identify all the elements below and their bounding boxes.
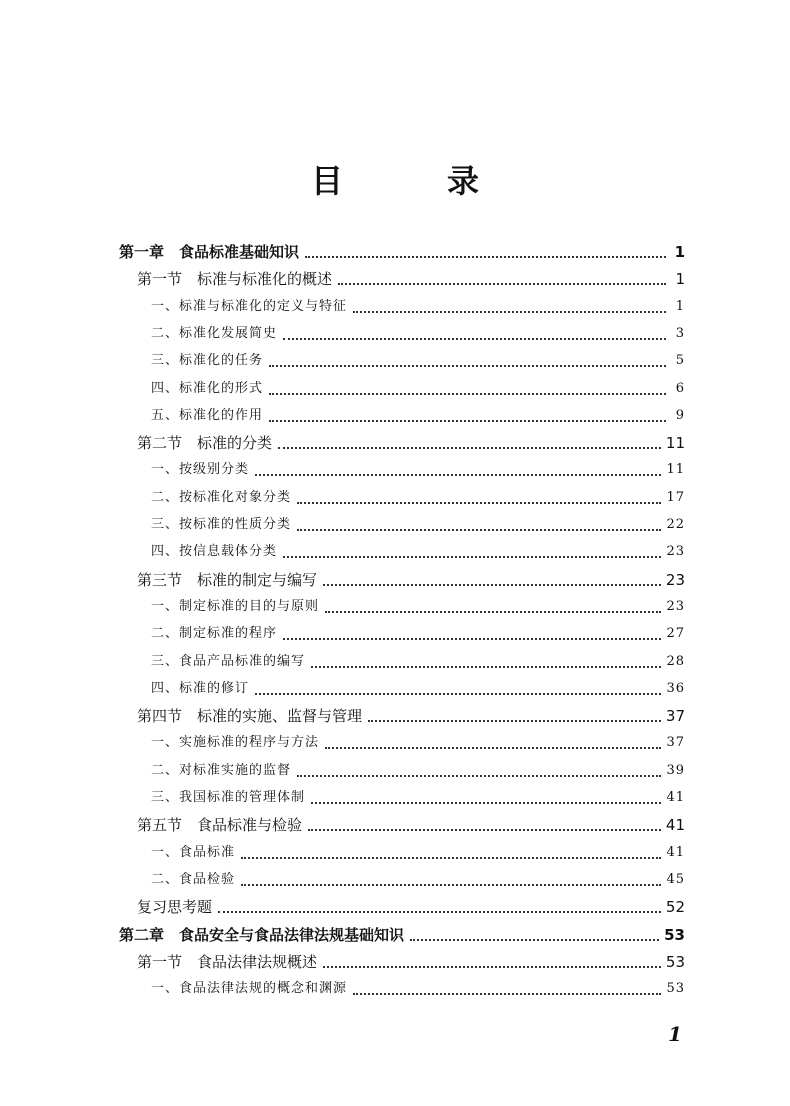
toc-entry-sub[interactable] [151,451,685,479]
toc-entry-page: 5 [675,353,685,369]
toc-entry-review[interactable] [137,888,685,916]
toc-entry-label: 一、食品标准 [151,844,236,860]
toc-entry-label: 三、食品产品标准的编写 [151,653,306,669]
toc-entry-sub[interactable] [151,533,685,561]
toc-entry-label: 二、食品检验 [151,871,236,887]
dot-leader [325,609,661,613]
toc-entry-page: 23 [666,598,685,614]
toc-entry-page: 17 [666,489,685,505]
dot-leader [241,855,661,859]
toc-entry-sub[interactable] [151,834,685,862]
dot-leader [338,281,666,285]
toc-entry-page: 53 [664,925,685,944]
dot-leader [278,445,661,449]
toc-entry-page: 9 [675,407,685,423]
dot-leader [218,909,661,913]
toc-entry-label: 三、按标准的性质分类 [151,517,292,532]
toc-entry-label: 第一节 标准与标准化的概述 [137,270,333,289]
dot-leader [269,391,666,395]
toc-entry-section[interactable] [137,424,685,452]
toc-entry-label: 二、标准化发展简史 [151,325,278,341]
toc-entry-label: 三、我国标准的管理体制 [151,790,306,805]
toc-entry-sub[interactable] [151,752,685,780]
toc-entry-page: 41 [665,816,685,835]
toc-entry-label: 五、标准化的作用 [151,407,264,423]
dot-leader [283,554,661,558]
toc-entry-page: 39 [666,762,685,778]
toc-entry-sub[interactable] [151,288,685,316]
toc-entry-label: 一、标准与标准化的定义与特征 [151,298,348,314]
toc-entry-sub[interactable] [151,779,685,807]
toc-entry-chapter[interactable] [119,916,685,944]
toc-entry-chapter[interactable] [119,233,685,261]
toc-entry-sub[interactable] [151,670,685,698]
dot-leader [353,991,661,995]
toc-entry-label: 二、按标准化对象分类 [151,489,292,505]
dot-leader [368,718,661,722]
toc-entry-label: 三、标准化的任务 [151,353,264,369]
toc-entry-page: 53 [665,952,685,971]
toc-entry-page: 22 [666,517,685,532]
toc-entry-page: 1 [675,298,685,314]
toc-entry-page: 11 [665,434,685,453]
toc-entry-section[interactable] [137,943,685,971]
toc-entry-label: 第二章 食品安全与食品法律法规基础知识 [119,925,405,944]
dot-leader [297,527,661,531]
dot-leader [283,336,666,340]
toc-entry-label: 一、食品法律法规的概念和渊源 [151,981,348,997]
toc-entry-page: 11 [666,462,685,478]
toc-entry-label: 二、制定标准的程序 [151,626,278,642]
toc-entry-label: 第二节 标准的分类 [137,434,273,453]
dot-leader [255,691,661,695]
toc-entry-section[interactable] [137,806,685,834]
toc-entry-page: 1 [675,270,685,289]
toc-entry-sub[interactable] [151,506,685,534]
toc-entry-sub[interactable] [151,724,685,752]
toc-entry-section[interactable] [137,697,685,725]
toc-entry-page: 6 [675,380,685,396]
toc-entry-label: 四、标准的修订 [151,680,250,696]
dot-leader [410,937,659,941]
toc-entry-label: 第五节 食品标准与检验 [137,816,303,835]
toc-entry-sub[interactable] [151,861,685,889]
page-number: 1 [668,1022,682,1046]
toc-entry-page: 28 [666,653,685,669]
toc-entry-label: 第四节 标准的实施、监督与管理 [137,707,363,726]
toc-entry-label: 四、标准化的形式 [151,380,264,396]
dot-leader [255,472,661,476]
dot-leader [241,882,661,886]
dot-leader [325,745,661,749]
toc-entry-label: 第三节 标准的制定与编写 [137,570,318,589]
dot-leader [269,363,666,367]
toc-entry-label: 一、制定标准的目的与原则 [151,598,320,614]
toc-entry-section[interactable] [137,561,685,589]
toc-entry-page: 23 [665,570,685,589]
toc-entry-sub[interactable] [151,643,685,671]
toc-entry-page: 41 [666,790,685,805]
dot-leader [283,636,661,640]
toc-entry-sub[interactable] [151,315,685,343]
dot-leader [353,309,666,313]
toc-entry-label: 一、实施标准的程序与方法 [151,735,320,751]
toc-entry-sub[interactable] [151,588,685,616]
dot-leader [323,582,661,586]
toc-entry-section[interactable] [137,260,685,288]
toc-entry-sub[interactable] [151,615,685,643]
toc-entry-sub[interactable] [151,397,685,425]
toc-entry-sub[interactable] [151,370,685,398]
toc-entry-page: 36 [666,680,685,696]
dot-leader [305,254,666,258]
toc-entry-label: 第一节 食品法律法规概述 [137,952,318,971]
toc-entry-sub[interactable] [151,342,685,370]
dot-leader [308,827,661,831]
dot-leader [323,964,661,968]
toc-entry-label: 四、按信息载体分类 [151,544,278,560]
toc-entry-page: 37 [666,735,685,751]
toc-entry-label: 复习思考题 [137,898,213,917]
toc-entry-page: 37 [665,707,685,726]
toc-entry-page: 27 [666,626,685,642]
toc-entry-page: 23 [666,544,685,560]
dot-leader [311,664,661,668]
toc-entry-label: 一、按级别分类 [151,462,250,478]
dot-leader [311,800,661,804]
page-title: 目 录 [310,162,515,200]
toc-entry-page: 53 [666,981,685,997]
toc-entry-page: 3 [675,325,685,341]
toc-entry-label: 第一章 食品标准基础知识 [119,243,300,261]
toc-entry-page: 1 [674,243,685,261]
toc-entry-page: 45 [666,871,685,887]
dot-leader [297,500,661,504]
dot-leader [297,773,661,777]
toc-entry-page: 41 [666,844,685,860]
toc-entry-label: 二、对标准实施的监督 [151,762,292,778]
dot-leader [269,418,666,422]
toc-entry-sub[interactable] [151,970,685,998]
toc-entry-sub[interactable] [151,479,685,507]
toc-entry-page: 52 [665,898,685,917]
